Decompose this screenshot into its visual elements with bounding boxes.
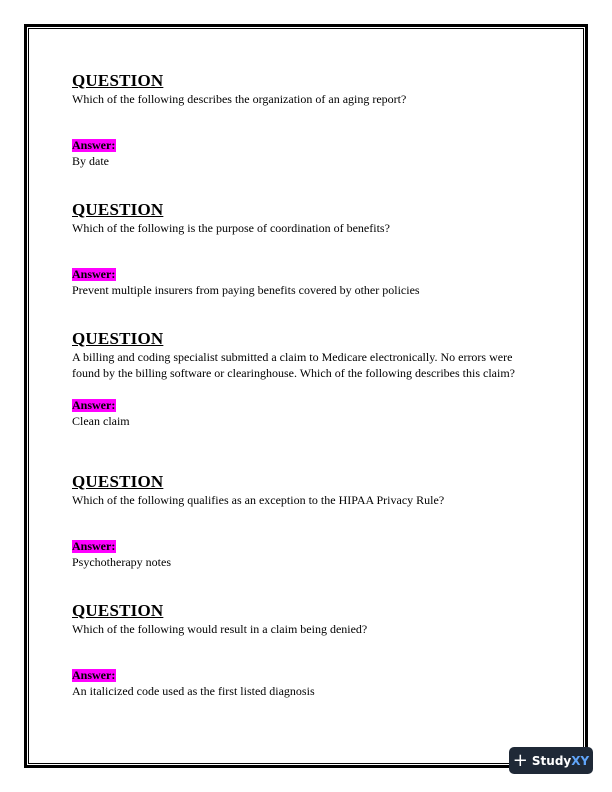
answer-text: An italicized code used as the first listed diagnosis: [72, 684, 315, 698]
question-block-1: [72, 72, 542, 169]
question-heading: QUESTION: [72, 200, 164, 219]
question-block-5: [72, 602, 542, 699]
answer-label: Answer:: [72, 398, 116, 412]
answer-label: Answer:: [72, 539, 116, 553]
answer-label: Answer:: [72, 267, 116, 281]
question-text: Which of the following describes the organization of an aging report?: [72, 92, 407, 106]
answer-text: By date: [72, 154, 109, 168]
question-text: Which of the following would result in a claim being denied?: [72, 622, 368, 636]
question-block-2: [72, 201, 542, 298]
question-heading: QUESTION: [72, 71, 164, 90]
answer-text: Clean claim: [72, 414, 130, 428]
question-block-3: [72, 330, 542, 429]
question-heading: QUESTION: [72, 472, 164, 491]
question-block-4: [72, 473, 542, 570]
answer-label: Answer:: [72, 138, 116, 152]
question-text: Which of the following qualifies as an exception to the HIPAA Privacy Rule?: [72, 493, 445, 507]
answer-label: Answer:: [72, 668, 116, 682]
question-text: Which of the following is the purpose of coordination of benefits?: [72, 221, 390, 235]
studyxy-badge[interactable]: [509, 747, 593, 774]
answer-text: Prevent multiple insurers from paying benefits covered by other policies: [72, 283, 420, 297]
answer-text: Psychotherapy notes: [72, 555, 171, 569]
question-heading: QUESTION: [72, 329, 164, 348]
question-heading: QUESTION: [72, 601, 164, 620]
brand-logo: StudyXY: [531, 753, 590, 768]
question-text: A billing and coding specialist submitted a claim to Medicare electronically. No errors were found by the billing software or clearinghouse. Which of the following describes this claim?: [72, 350, 515, 380]
plus-icon: +: [512, 749, 528, 771]
